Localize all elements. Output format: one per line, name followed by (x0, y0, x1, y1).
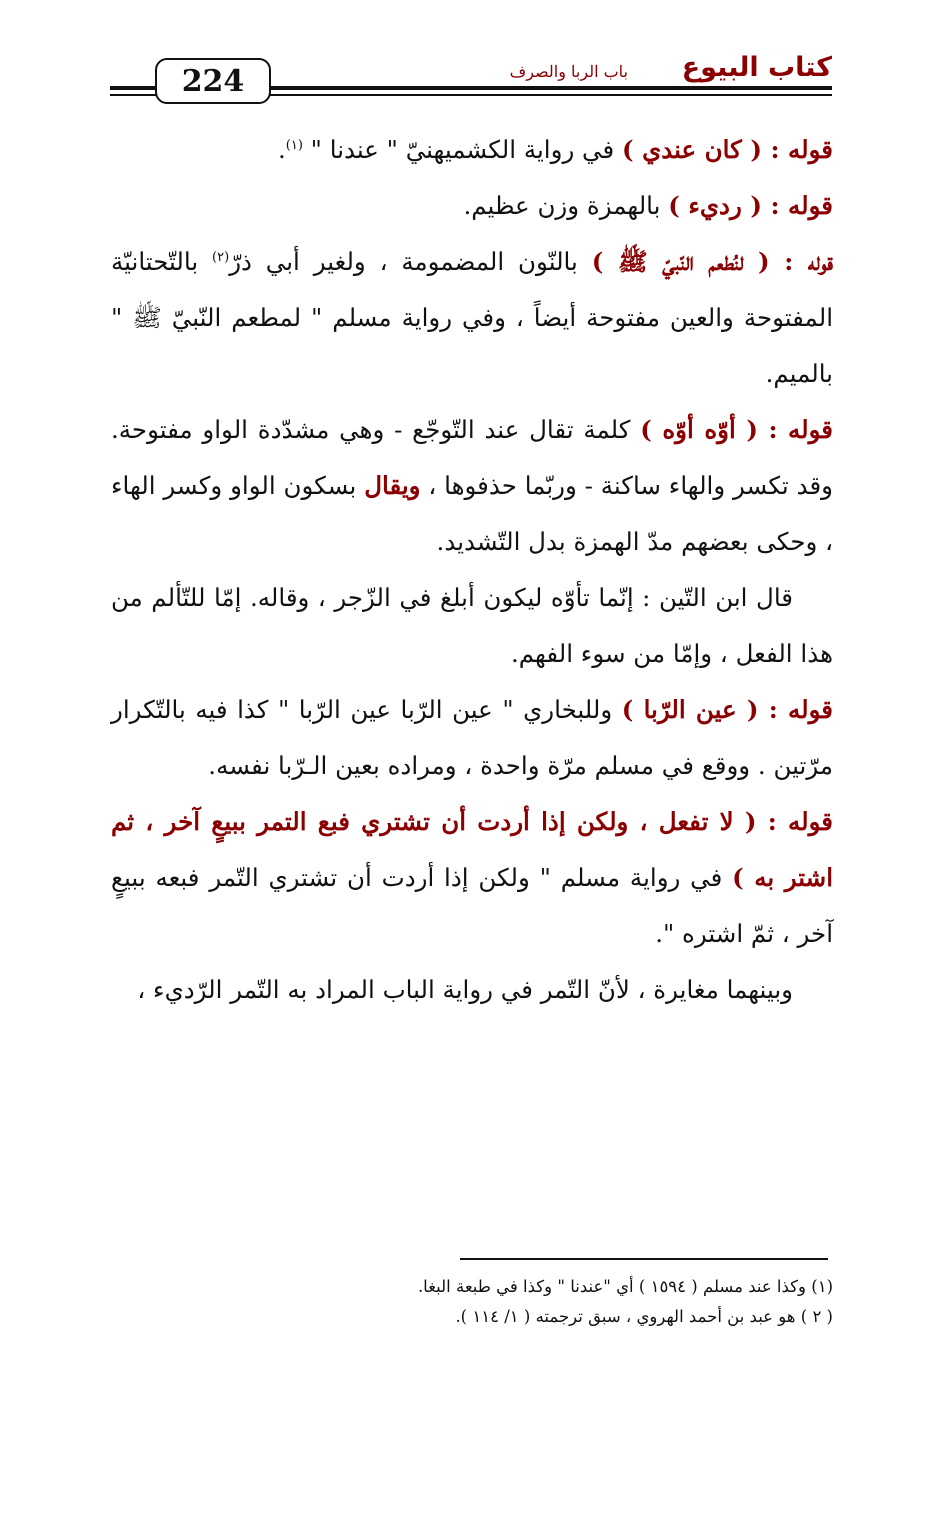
keyword-phrase: قوله : ( لا تفعل ، ولكن إذا أردت أن تشتري فبع التمر ببيعٍ آخر ، ثم اشتر به ) (111, 807, 833, 892)
body-text (111, 122, 833, 1018)
footnote-item: (١) وكذا عند مسلم ( ١٥٩٤ ) أي "عندنا " وكذا في طبعة البغا. (417, 1277, 833, 1296)
paragraph-text: كلمة تقال عند التّوجّع - وهي مشدّدة الواو مفتوحة. وقد تكسر والهاء ساكنة - وربّما حذفوها ، (111, 415, 833, 500)
footnote-item: ( ٢ ) هو عبد بن أحمد الهروي ، سبق ترجمته ( ١/ ١١٤ ). (455, 1307, 833, 1326)
paragraph (111, 234, 833, 402)
keyword-phrase: قوله : ( رديء ) (668, 191, 833, 220)
paragraph (111, 794, 833, 962)
paragraph-tail: بالتّحتانيّة المفتوحة والعين مفتوحة أيضاً ، وفي رواية مسلم " لمطعم النّبيّ ﷺ " بالميم. (111, 247, 833, 388)
paragraph-text: وبينهما مغايرة ، لأنّ التّمر في رواية الباب المراد به التّمر الرّديء ، (137, 975, 793, 1004)
paragraph (111, 682, 833, 794)
paragraph (111, 122, 833, 178)
keyword-phrase: قوله : ( أوّه أوّه ) (640, 415, 833, 444)
footnote-divider (460, 1258, 828, 1260)
paragraph (111, 402, 833, 570)
book-title: كتاب البيوع (681, 52, 832, 83)
paragraph-text: قال ابن التّين : إنّما تأوّه ليكون أبلغ في الزّجر ، وقاله. إمّا للتّألم من هذا الفعل ، وإمّا من سوء الفهم. (111, 583, 833, 668)
footnotes (111, 1272, 833, 1332)
paragraph-tail: . (277, 135, 286, 164)
paragraph-text: في رواية مسلم " ولكن إذا أردت أن تشتري التّمر فبعه ببيعٍ آخر ، ثمّ اشتره ". (111, 863, 833, 948)
keyword-phrase: قوله : ( لنُطعم النّبيّ ﷺ ) (591, 247, 834, 276)
paragraph-text: وللبخاري " عين الرّبا عين الرّبا " كذا فيه بالتّكرار مرّتين . ووقع في مسلم مرّة واحدة ، ومراده بعين الـرّبا نفسه. (111, 695, 833, 780)
paragraph (111, 570, 833, 682)
paragraph (111, 962, 833, 1018)
paragraph-text: في رواية الكشميهنيّ " عندنا " (302, 135, 622, 164)
keyword-inline: ويقال (364, 471, 421, 500)
chapter-title: باب الربا والصرف (509, 62, 628, 81)
footnote-ref: (١) (285, 137, 303, 153)
page-number: 224 (155, 58, 271, 104)
paragraph-tail: بسكون الواو وكسر الهاء ، وحكى بعضهم مدّ الهمزة بدل التّشديد. (111, 471, 833, 556)
footnote-ref: (٢) (212, 249, 230, 265)
paragraph-text: بالهمزة وزن عظيم. (463, 191, 669, 220)
paragraph (111, 178, 833, 234)
keyword-phrase: قوله : ( كان عندي ) (621, 135, 833, 164)
page-header (110, 48, 832, 108)
keyword-phrase: قوله : ( عين الرّبا ) (621, 695, 833, 724)
paragraph-text: بالنّون المضمومة ، ولغير أبي ذرّ (229, 247, 592, 276)
